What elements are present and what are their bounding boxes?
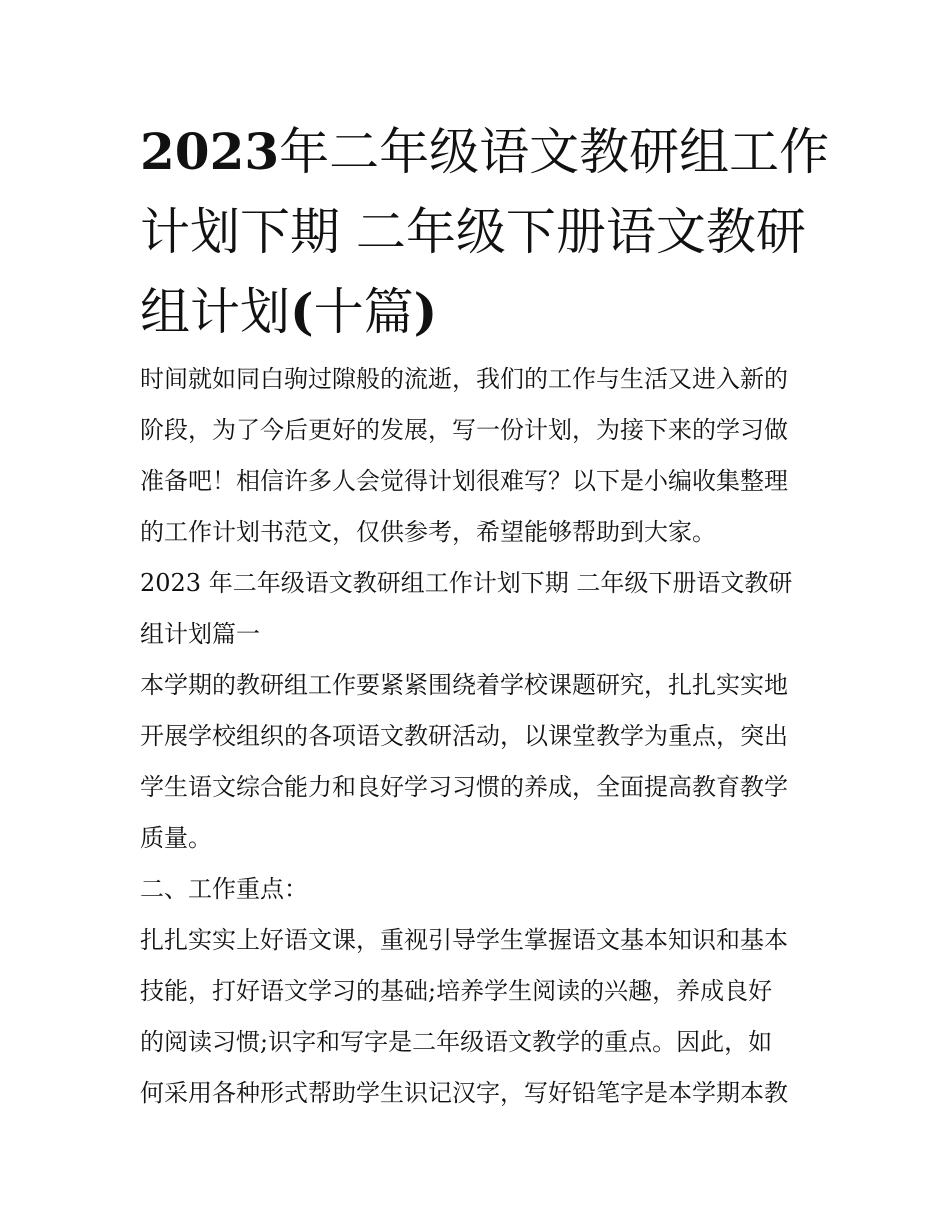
subheading-line: 二、工作重点： xyxy=(140,875,308,903)
document-title xyxy=(140,112,830,352)
paragraph-line: 本学期的教研组工作要紧紧围绕着学校课题研究，扎扎实实地 xyxy=(140,671,788,699)
intro-line: 的工作计划书范文，仅供参考，希望能够帮助到大家。 xyxy=(140,518,716,546)
document-body xyxy=(140,354,820,1119)
title-line-2: 计划下期 二年级下册语文教研 xyxy=(140,203,806,261)
title-year: 2023 xyxy=(140,122,280,181)
title-paren-close: ) xyxy=(413,282,438,341)
title-line-3 xyxy=(140,272,820,352)
title-line-1 xyxy=(140,112,830,192)
title-line-1-rest: 年二年级语文教研组工作 xyxy=(279,123,830,181)
section-heading-line: 组计划篇一 xyxy=(140,620,260,648)
paragraph-line: 开展学校组织的各项语文教研活动，以课堂教学为重点，突出 xyxy=(140,722,788,750)
intro-line: 时间就如同白驹过隙般的流逝，我们的工作与生活又进入新的 xyxy=(140,365,788,393)
intro-line: 阶段，为了今后更好的发展，写一份计划，为接下来的学习做 xyxy=(140,416,788,444)
title-paren-open: ( xyxy=(290,282,314,341)
section-heading-line: 2023 年二年级语文教研组工作计划下期 二年级下册语文教研 xyxy=(140,569,793,597)
paragraph-line: 技能，打好语文学习的基础;培养学生阅读的兴趣，养成良好 xyxy=(140,977,773,1005)
paragraph-line: 质量。 xyxy=(140,824,212,852)
paragraph-line: 扎扎实实上好语文课，重视引导学生掌握语文基本知识和基本 xyxy=(140,926,788,954)
intro-line: 准备吧！相信许多人会觉得计划很难写？以下是小编收集整理 xyxy=(140,467,788,495)
title-line-3-pre: 组计划 xyxy=(140,283,290,341)
paragraph-line: 学生语文综合能力和良好学习习惯的养成，全面提高教育教学 xyxy=(140,773,788,801)
paragraph-line: 的阅读习惯;识字和写字是二年级语文教学的重点。因此，如 xyxy=(140,1028,773,1056)
title-line-3-mid: 十篇 xyxy=(313,283,414,341)
paragraph-line: 何采用各种形式帮助学生识记汉字，写好铅笔字是本学期本教 xyxy=(140,1079,788,1107)
